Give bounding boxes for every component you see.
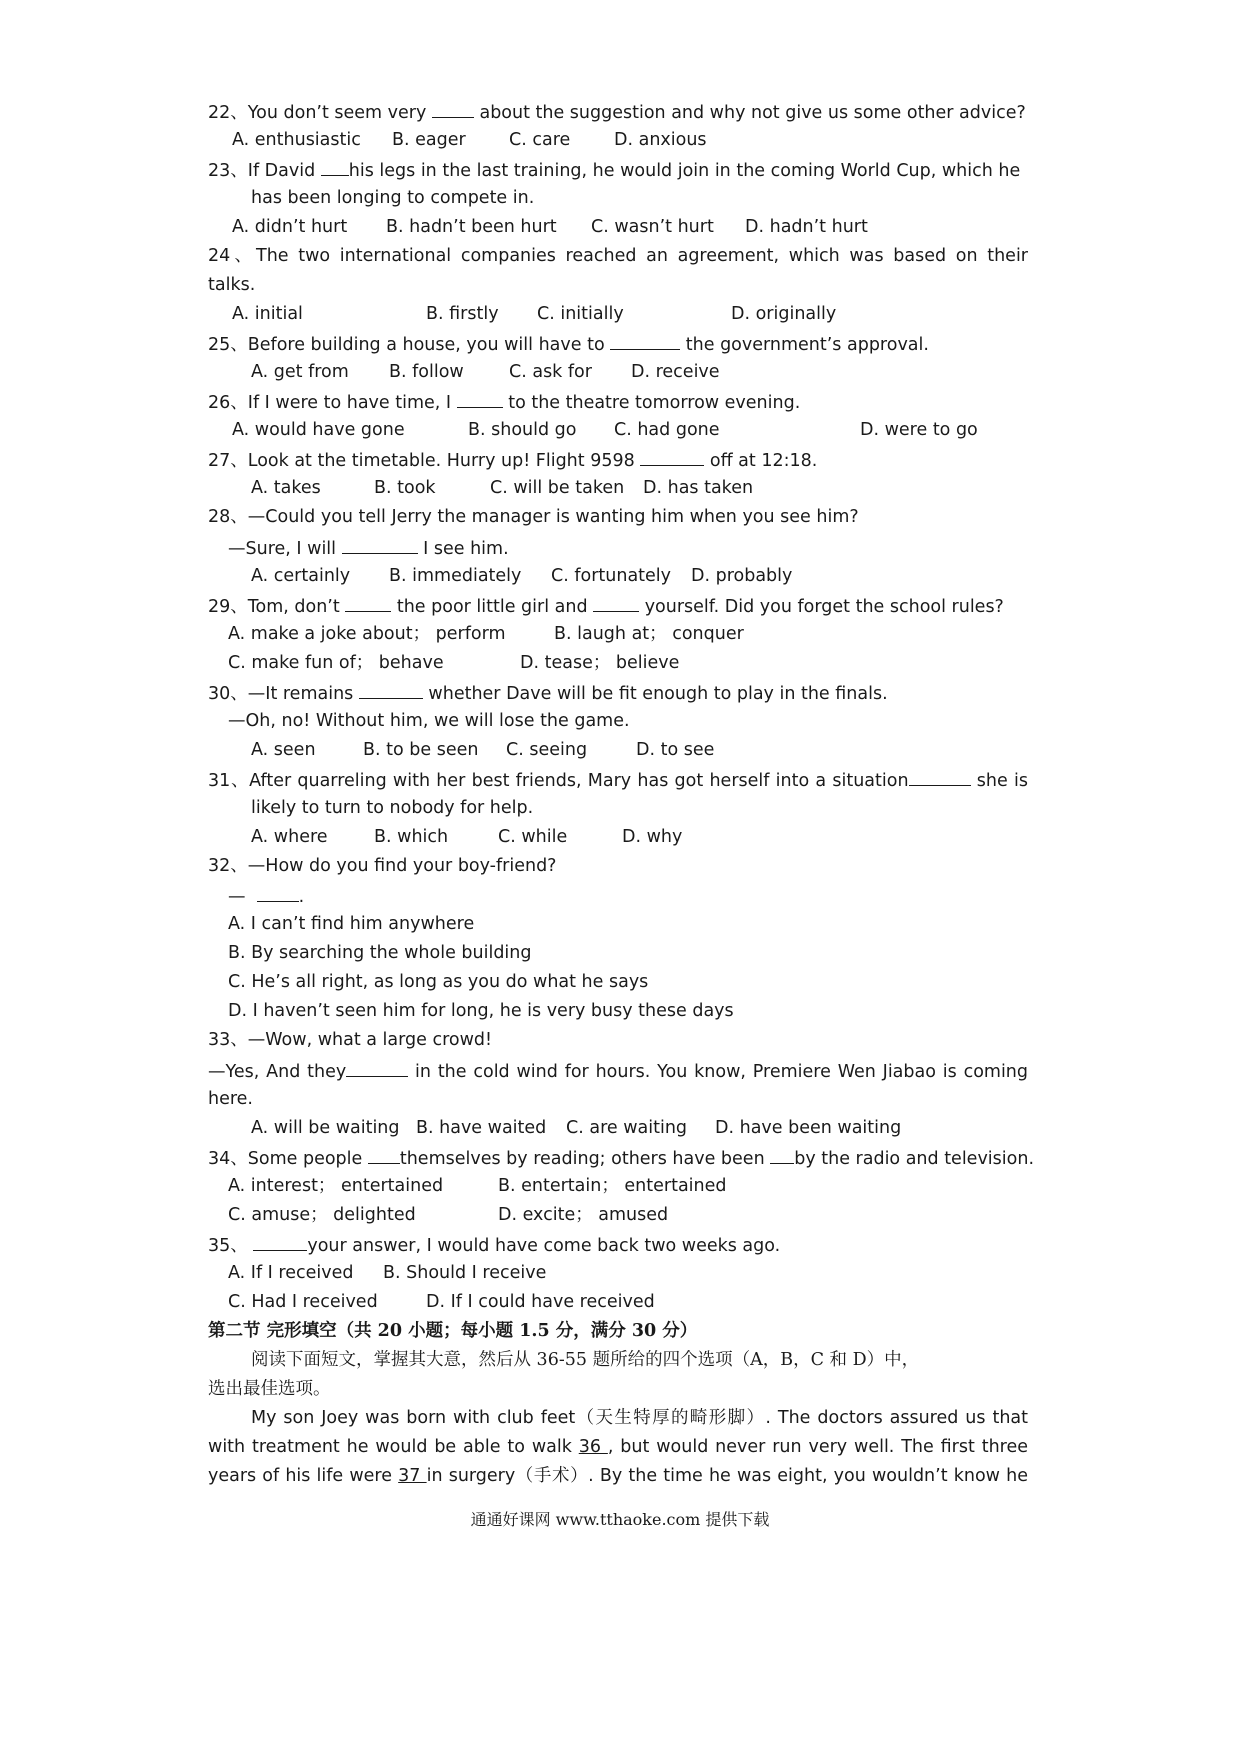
question-31-option-b: B. which	[374, 827, 449, 847]
question-35-option-a: A. If I received	[228, 1263, 354, 1283]
question-25-stem: 25、Before building a house, you will have to the government’s approval.	[208, 331, 929, 357]
question-28-option-b: B. immediately	[389, 566, 522, 586]
question-32-answer-line: — .	[228, 883, 304, 909]
question-30-stem-line2: —Oh, no! Without him, we will lose the game.	[228, 711, 630, 731]
question-33-option-b: B. have waited	[416, 1118, 547, 1138]
question-27-option-d: D. has taken	[643, 478, 754, 498]
question-26-option-c: C. had gone	[614, 420, 720, 440]
section-2-instructions-line2: 选出最佳选项。	[208, 1379, 331, 1399]
question-23-stem: 23、If David his legs in the last training, he would join in the coming World Cup, which he	[208, 157, 1020, 183]
question-26-stem: 26、If I were to have time, I to the theatre tomorrow evening.	[208, 389, 800, 415]
question-25-option-d: D. receive	[631, 362, 720, 382]
question-33-stem: 33、—Wow, what a large crowd!	[208, 1030, 493, 1050]
question-23-option-b: B. hadn’t been hurt	[386, 217, 557, 237]
question-28-stem: 28、—Could you tell Jerry the manager is wanting him when you see him?	[208, 507, 859, 527]
passage-line-1: My son Joey was born with club feet（天生特厚的畸形脚）. The doctors assured us that	[251, 1408, 1028, 1428]
question-30-stem: 30、—It remains whether Dave will be fit enough to play in the finals.	[208, 680, 888, 706]
question-33-option-c: C. are waiting	[566, 1118, 688, 1138]
question-26-option-a: A. would have gone	[232, 420, 405, 440]
question-33-option-d: D. have been waiting	[715, 1118, 902, 1138]
question-24-option-c: C. initially	[537, 304, 624, 324]
question-29-option-d: D. tease； believe	[520, 653, 680, 673]
question-35-option-d: D. If I could have received	[426, 1292, 655, 1312]
question-26-option-b: B. should go	[468, 420, 577, 440]
question-27-option-b: B. took	[374, 478, 436, 498]
section-2-instructions: 阅读下面短文，掌握其大意，然后从 36-55 题所给的四个选项（A，B，C 和 D）中，	[251, 1350, 920, 1370]
page-footer: 通通好课网 www.tthaoke.com 提供下载	[470, 1510, 770, 1529]
question-23-option-d: D. hadn’t hurt	[745, 217, 868, 237]
question-32-option-b: B. By searching the whole building	[228, 943, 532, 963]
question-27-stem: 27、Look at the timetable. Hurry up! Flight 9598 off at 12:18.	[208, 447, 817, 473]
question-29-option-c: C. make fun of； behave	[228, 653, 444, 673]
question-24-stem: 24、The two international companies reached an agreement, which was based on their	[208, 246, 1028, 266]
question-34-stem: 34、Some people themselves by reading; others have been by the radio and television.	[208, 1145, 1034, 1171]
question-27-option-c: C. will be taken	[490, 478, 625, 498]
question-25-option-a: A. get from	[251, 362, 349, 382]
question-23-stem-line2: has been longing to compete in.	[251, 188, 535, 208]
question-33-stem-line3: here.	[208, 1089, 253, 1109]
question-24-option-b: B. firstly	[426, 304, 499, 324]
question-27-option-a: A. takes	[251, 478, 321, 498]
question-22-option-d: D. anxious	[614, 130, 707, 150]
question-35-option-b: B. Should I receive	[383, 1263, 547, 1283]
question-32-option-d: D. I haven’t seen him for long, he is very busy these days	[228, 1001, 734, 1021]
blank-36: 36	[578, 1437, 608, 1457]
question-33-stem-line2: —Yes, And they in the cold wind for hours. You know, Premiere Wen Jiabao is coming	[208, 1058, 1028, 1084]
question-30-option-c: C. seeing	[506, 740, 588, 760]
question-25-option-c: C. ask for	[509, 362, 592, 382]
question-35-option-c: C. Had I received	[228, 1292, 378, 1312]
question-35-stem: 35、 your answer, I would have come back two weeks ago.	[208, 1232, 780, 1258]
question-23-option-a: A. didn’t hurt	[232, 217, 348, 237]
question-23-option-c: C. wasn’t hurt	[591, 217, 714, 237]
question-34-option-c: C. amuse； delighted	[228, 1205, 416, 1225]
question-25-option-b: B. follow	[389, 362, 464, 382]
question-30-option-a: A. seen	[251, 740, 316, 760]
question-34-option-d: D. excite； amused	[498, 1205, 669, 1225]
question-24-option-d: D. originally	[731, 304, 837, 324]
question-34-option-b: B. entertain； entertained	[498, 1176, 727, 1196]
question-31-option-a: A. where	[251, 827, 328, 847]
passage-line-2: with treatment he would be able to walk 36 , but would never run very well. The first three	[208, 1437, 1029, 1457]
question-31-option-d: D. why	[622, 827, 683, 847]
question-28-option-a: A. certainly	[251, 566, 351, 586]
passage-line-3: years of his life were 37 in surgery（手术）. By the time he was eight, you wouldn’t know he	[208, 1466, 1028, 1486]
question-22-stem: 22、You don’t seem very about the suggestion and why not give us some other advice?	[208, 99, 1026, 125]
question-29-option-b: B. laugh at； conquer	[554, 624, 744, 644]
question-30-option-d: D. to see	[636, 740, 715, 760]
question-32-stem: 32、—How do you find your boy-friend?	[208, 856, 557, 876]
section-2-title: 第二节 完形填空（共 20 小题；每小题 1.5 分，满分 30 分）	[208, 1321, 698, 1341]
question-31-option-c: C. while	[498, 827, 568, 847]
question-33-option-a: A. will be waiting	[251, 1118, 400, 1138]
question-22-option-a: A. enthusiastic	[232, 130, 361, 150]
question-28-stem-line2: —Sure, I will I see him.	[228, 535, 509, 561]
question-30-option-b: B. to be seen	[363, 740, 479, 760]
question-32-option-c: C. He’s all right, as long as you do what he says	[228, 972, 649, 992]
question-24-option-a: A. initial	[232, 304, 303, 324]
question-28-option-d: D. probably	[691, 566, 793, 586]
question-29-stem: 29、Tom, don’t the poor little girl and yourself. Did you forget the school rules?	[208, 593, 1004, 619]
question-26-option-d: D. were to go	[860, 420, 978, 440]
question-31-stem: 31、After quarreling with her best friends, Mary has got herself into a situation she is	[208, 767, 1028, 793]
question-22-option-b: B. eager	[392, 130, 466, 150]
question-34-option-a: A. interest； entertained	[228, 1176, 444, 1196]
question-32-option-a: A. I can’t find him anywhere	[228, 914, 475, 934]
question-29-option-a: A. make a joke about； perform	[228, 624, 506, 644]
question-31-stem-line2: likely to turn to nobody for help.	[251, 798, 534, 818]
blank-37: 37	[398, 1466, 427, 1486]
question-24-stem-line2: talks.	[208, 275, 256, 295]
question-22-option-c: C. care	[509, 130, 571, 150]
question-28-option-c: C. fortunately	[551, 566, 672, 586]
